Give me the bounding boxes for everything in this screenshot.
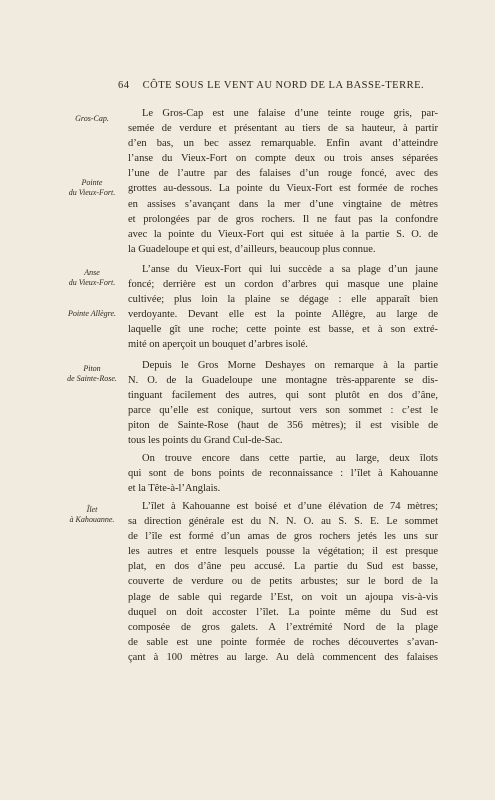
text-line: Depuis le Gros Morne Deshayes on remarque à la partie bbox=[142, 360, 438, 371]
text-line: L’îlet à Kahouanne est boisé et d’une élévation de 74 mètres; bbox=[142, 501, 438, 512]
paragraph-ilet-kahouanne bbox=[128, 499, 438, 665]
margin-note-ilet-kahouanne bbox=[58, 505, 126, 525]
margin-note-line: Îlet bbox=[86, 505, 98, 514]
text-line: et prolongées par de gros rochers. Il ne faut pas la confondre bbox=[128, 213, 438, 225]
paragraph-piton-sainte-rose bbox=[128, 358, 438, 449]
text-line: mité on aperçoit un bouquet d’arbres isolé. bbox=[128, 339, 308, 351]
margin-note-line: du Vieux-Fort. bbox=[68, 278, 116, 287]
margin-note-piton-sainte-rose bbox=[58, 364, 126, 384]
paragraph-gros-cap bbox=[128, 106, 438, 257]
text-line: çant à 100 mètres au large. Au delà commencent des falaises bbox=[128, 651, 438, 663]
text-line: semée de verdure et présentant au tiers de sa hauteur, à partir bbox=[128, 123, 438, 135]
margin-note-line: Anse bbox=[84, 268, 100, 277]
margin-note-line: Gros-Cap. bbox=[75, 114, 109, 123]
paragraph-anse-vieux-fort bbox=[128, 262, 438, 353]
text-line: foncé; derrière est un cordon d’arbres qui masque une plaine bbox=[128, 279, 438, 291]
text-line: composée de gros galets. A l’extrémité Nord de la plage bbox=[128, 621, 438, 633]
margin-note-pointe-allegre bbox=[58, 309, 126, 319]
text-line: cultivée; plus loin la plaine se dégage : elle apparaît bien bbox=[128, 294, 438, 306]
margin-note-pointe-vieux-fort bbox=[58, 178, 126, 198]
margin-note-gros-cap bbox=[58, 114, 126, 124]
text-line: qui sont de bons points de reconnaissance : l’îlet à Kahouanne bbox=[128, 468, 438, 480]
paragraph-ilots bbox=[128, 451, 438, 496]
text-line: tous les points du Grand Cul-de-Sac. bbox=[128, 435, 283, 447]
margin-note-line: à Kahouanne. bbox=[69, 515, 115, 524]
text-line: la Guadeloupe et qui est, d’ailleurs, beaucoup plus connue. bbox=[128, 243, 376, 255]
text-line: plat, en dos d’âne peu accusé. La partie du Sud est basse, bbox=[128, 561, 438, 573]
text-line: l’anse du Vieux-Fort on compte deux ou trois anses séparées bbox=[128, 153, 438, 165]
page-number: 64 bbox=[118, 80, 130, 91]
text-line: verdoyante. Devant elle est la pointe Allègre, au large de bbox=[128, 309, 438, 321]
text-line: grottes au-dessous. La pointe du Vieux-Fort est formée de roches bbox=[128, 183, 438, 195]
running-title: CÔTE SOUS LE VENT AU NORD DE LA BASSE-TERRE. bbox=[142, 80, 425, 91]
text-line: laquelle gît une roche; cette pointe est basse, et à son extré- bbox=[128, 324, 438, 336]
text-line: de sable est une pointe formée de roches découvertes s’avan- bbox=[128, 636, 438, 648]
text-line: parce qu’elle est conique, surtout vers son sommet : c’est le bbox=[128, 405, 438, 417]
margin-note-line: du Vieux-Fort. bbox=[68, 188, 116, 197]
text-line: N. O. de la Guadeloupe une montagne très-apparente se dis- bbox=[128, 375, 438, 387]
text-line: plage de sable qui regarde l’Est, on voit un ajoupa vis-à-vis bbox=[128, 591, 438, 603]
text-line: en assises s’avançant dans la mer d’une vingtaine de mètres bbox=[128, 198, 438, 210]
text-line: et la Tête-à-l’Anglais. bbox=[128, 483, 221, 495]
text-line: duquel on doit accoster l’îlet. La pointe même du Sud est bbox=[128, 606, 438, 618]
text-line: sa direction générale est du N. N. O. au S. S. E. Le sommet bbox=[128, 516, 438, 528]
text-line: couverte de verdure ou de petits arbustes; sur le bord de la bbox=[128, 576, 438, 588]
text-line: d’en bas, un bec assez remarquable. Enfin avant d’atteindre bbox=[128, 138, 438, 150]
margin-note-anse-vieux-fort bbox=[58, 268, 126, 288]
text-line: l’une de l’autre par des falaises d’un rouge foncé, avec des bbox=[128, 168, 438, 180]
margin-note-line: Pointe bbox=[81, 178, 103, 187]
text-line: les autres et entre lesquels pousse la végétation; il est presque bbox=[128, 546, 438, 558]
text-line: tinguant facilement des autres, qui sont plutôt en dos d’âne, bbox=[128, 390, 438, 402]
margin-note-line: de Sainte-Rose. bbox=[67, 374, 117, 383]
text-line: piton de Sainte-Rose (haut de 356 mètres); il est visible de bbox=[128, 420, 438, 432]
text-line: de l’île est formé d’un amas de gros rochers jetés les uns sur bbox=[128, 531, 438, 543]
text-line: L’anse du Vieux-Fort qui lui succède a sa plage d’un jaune bbox=[142, 264, 438, 275]
running-header bbox=[118, 80, 438, 91]
text-line: On trouve encore dans cette partie, au large, deux îlots bbox=[142, 453, 438, 464]
text-line: avec la pointe du Vieux-Fort qui est située à la partie S. O. de bbox=[128, 228, 438, 240]
text-line: Le Gros-Cap est une falaise d’une teinte rouge gris, par- bbox=[142, 108, 438, 119]
margin-note-line: Piton bbox=[83, 364, 101, 373]
margin-note-line: Pointe Allègre. bbox=[68, 309, 116, 318]
